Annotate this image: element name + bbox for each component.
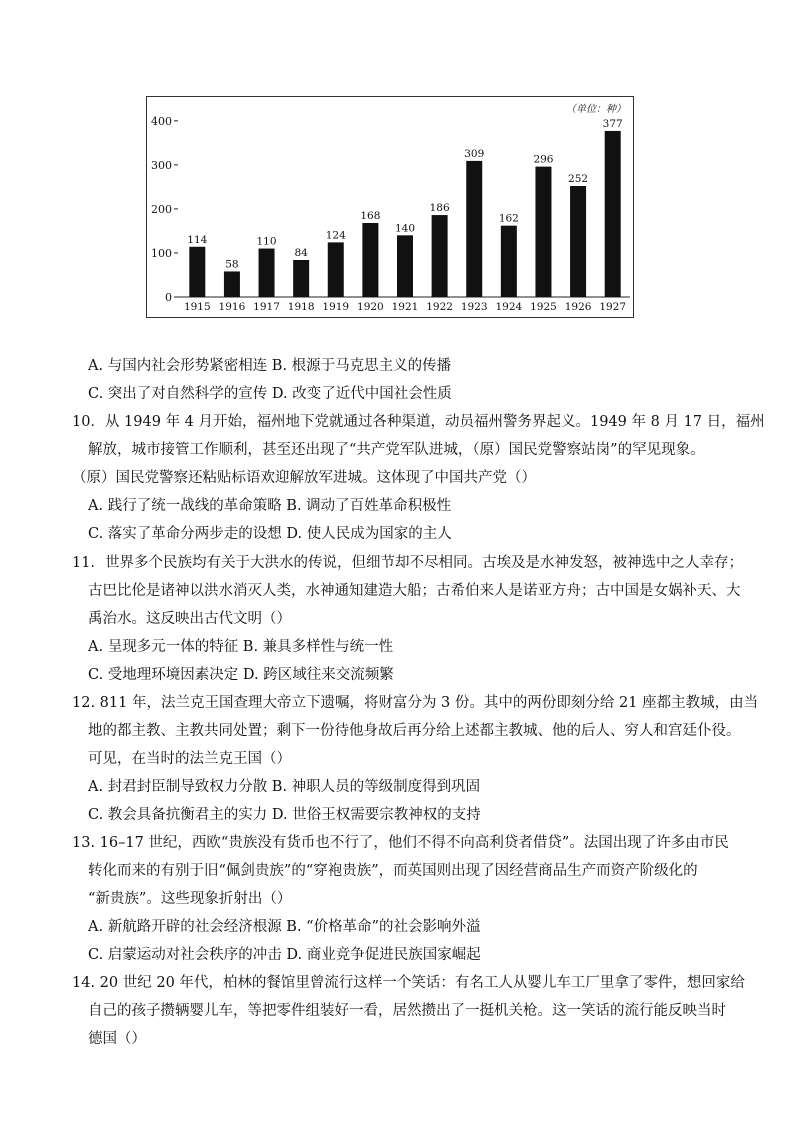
bar-value-label: 58 — [225, 258, 239, 271]
x-tick-label: 1925 — [530, 301, 557, 313]
bar-value-label: 114 — [187, 233, 208, 246]
x-tick-label: 1920 — [357, 301, 384, 313]
q10-stem-line1: 10．从 1949 年 4 月开始，福州地下党就通过各种渠道，动员福州警务界起义。1949 年 8 月 17 日，福州 — [72, 414, 765, 430]
bar-1917 — [259, 249, 275, 297]
x-tick-label: 1923 — [460, 301, 488, 313]
bar-1924 — [501, 226, 517, 297]
q13-options-ab: A. 新航路开辟的社会经济根源 B. “价格革命”的社会影响外溢 — [88, 919, 481, 935]
q14-stem-line1: 14. 20 世纪 20 年代，柏林的餐馆里曾流行这样一个笑话：有名工人从婴儿车工厂里拿了零件，想回家给 — [72, 975, 745, 991]
y-tick-label: 100 — [151, 246, 172, 260]
q10-options-ab: A. 践行了统一战线的革命策略 B. 调动了百姓革命积极性 — [88, 498, 452, 514]
bar-value-label: 377 — [602, 117, 623, 130]
q12-options-ab: A. 封君封臣制导致权力分散 B. 神职人员的等级制度得到巩固 — [88, 779, 481, 795]
bar-1915 — [189, 247, 205, 297]
q10-stem-line2: 解放，城市接管工作顺利，甚至还出现了“共产党军队进城，（原）国民党警察站岗”的罕见现象。 — [88, 442, 705, 458]
bar-chart — [146, 96, 634, 318]
bar-value-label: 84 — [294, 247, 308, 259]
q12-stem-line2: 地的都主教、主教共同处置；剩下一份待他身故后再分给上述都主教城、他的后人、穷人和宫廷仆役。 — [88, 723, 741, 739]
x-tick-label: 1916 — [218, 301, 246, 313]
q12-stem-line3: 可见，在当时的法兰克王国（） — [88, 751, 291, 767]
q14-stem-line3: 德国（） — [88, 1031, 146, 1047]
q13-stem-line2: 转化而来的有别于旧“佩剑贵族”的“穿袍贵族”，而英国则出现了因经营商品生产而资产阶级化的 — [88, 863, 698, 879]
bar-1927 — [605, 131, 621, 297]
bar-value-label: 296 — [533, 153, 554, 166]
q12-stem-line1: 12. 811 年，法兰克王国查理大帝立下遗嘱，将财富分为 3 份。其中的两份即刻分给 21 座都主教城，由当 — [72, 695, 759, 711]
q11-stem-line3: 禹治水。这反映出古代文明（） — [88, 611, 291, 627]
bar-1920 — [362, 223, 378, 297]
q13-stem-line1: 13. 16–17 世纪，西欧“贵族没有货币也不行了，他们不得不向高利贷者借贷”。法国出现了许多由市民 — [72, 835, 729, 851]
y-tick-label: 0 — [165, 291, 172, 304]
bar-1922 — [432, 215, 448, 297]
bar-1916 — [224, 271, 240, 297]
bar-value-label: 162 — [498, 212, 519, 225]
q11-stem-line1: 11．世界多个民族均有关于大洪水的传说，但细节却不尽相同。古埃及是水神发怒，被神选中之人幸存； — [72, 555, 743, 571]
x-tick-label: 1918 — [287, 301, 315, 313]
q10-stem-line3: （原）国民党警察还粘贴标语欢迎解放军进城。这体现了中国共产党（） — [72, 470, 536, 486]
x-tick-label: 1922 — [426, 301, 453, 313]
q13-options-cd: C. 启蒙运动对社会秩序的冲击 D. 商业竞争促进民族国家崛起 — [88, 947, 481, 963]
y-tick-label: 300 — [151, 158, 172, 172]
chart-unit-note: （单位：种） — [566, 104, 626, 115]
q11-options-ab: A. 呈现多元一体的特征 B. 兼具多样性与统一性 — [88, 639, 394, 655]
q13-stem-line3: “新贵族”。这些现象折射出（） — [88, 891, 292, 907]
x-tick-label: 1924 — [495, 301, 523, 313]
bar-1925 — [535, 167, 551, 297]
x-tick-label: 1926 — [564, 301, 592, 313]
bar-value-label: 186 — [429, 202, 450, 215]
bar-1926 — [570, 186, 586, 297]
q14-stem-line2: 自己的孩子攒辆婴儿车，等把零件组装好一看，居然攒出了一挺机关枪。这一笑话的流行能反映当时 — [88, 1003, 726, 1019]
q11-options-cd: C. 受地理环境因素决定 D. 跨区域往来交流频繁 — [88, 667, 394, 683]
bar-value-label: 252 — [568, 173, 589, 185]
q11-stem-line2: 古巴比伦是诸神以洪水消灭人类，水神通知建造大船；古希伯来人是诺亚方舟；古中国是女娲补天、大 — [88, 583, 741, 599]
bar-value-label: 309 — [464, 147, 485, 160]
x-tick-label: 1917 — [253, 301, 280, 313]
x-tick-label: 1919 — [322, 301, 350, 313]
q9-options-cd: C. 突出了对自然科学的宣传 D. 改变了近代中国社会性质 — [88, 386, 452, 402]
x-tick-label: 1927 — [599, 301, 627, 313]
y-tick-label: 200 — [151, 202, 172, 216]
bar-1923 — [466, 161, 482, 297]
bar-value-label: 124 — [325, 229, 346, 242]
bar-1918 — [293, 260, 309, 297]
x-tick-label: 1915 — [183, 301, 211, 313]
chart-frame — [147, 97, 634, 318]
bar-value-label: 110 — [256, 235, 277, 248]
bar-1919 — [328, 242, 344, 297]
q10-options-cd: C. 落实了革命分两步走的设想 D. 使人民成为国家的主人 — [88, 526, 452, 542]
x-tick-label: 1921 — [391, 301, 419, 313]
bar-value-label: 140 — [394, 222, 416, 235]
q12-options-cd: C. 教会具备抗衡君主的实力 D. 世俗王权需要宗教神权的支持 — [88, 807, 481, 823]
bar-value-label: 168 — [360, 210, 381, 222]
q9-options-ab: A. 与国内社会形势紧密相连 B. 根源于马克思主义的传播 — [88, 358, 452, 374]
y-tick-label: 400 — [151, 114, 172, 128]
bar-1921 — [397, 235, 413, 297]
